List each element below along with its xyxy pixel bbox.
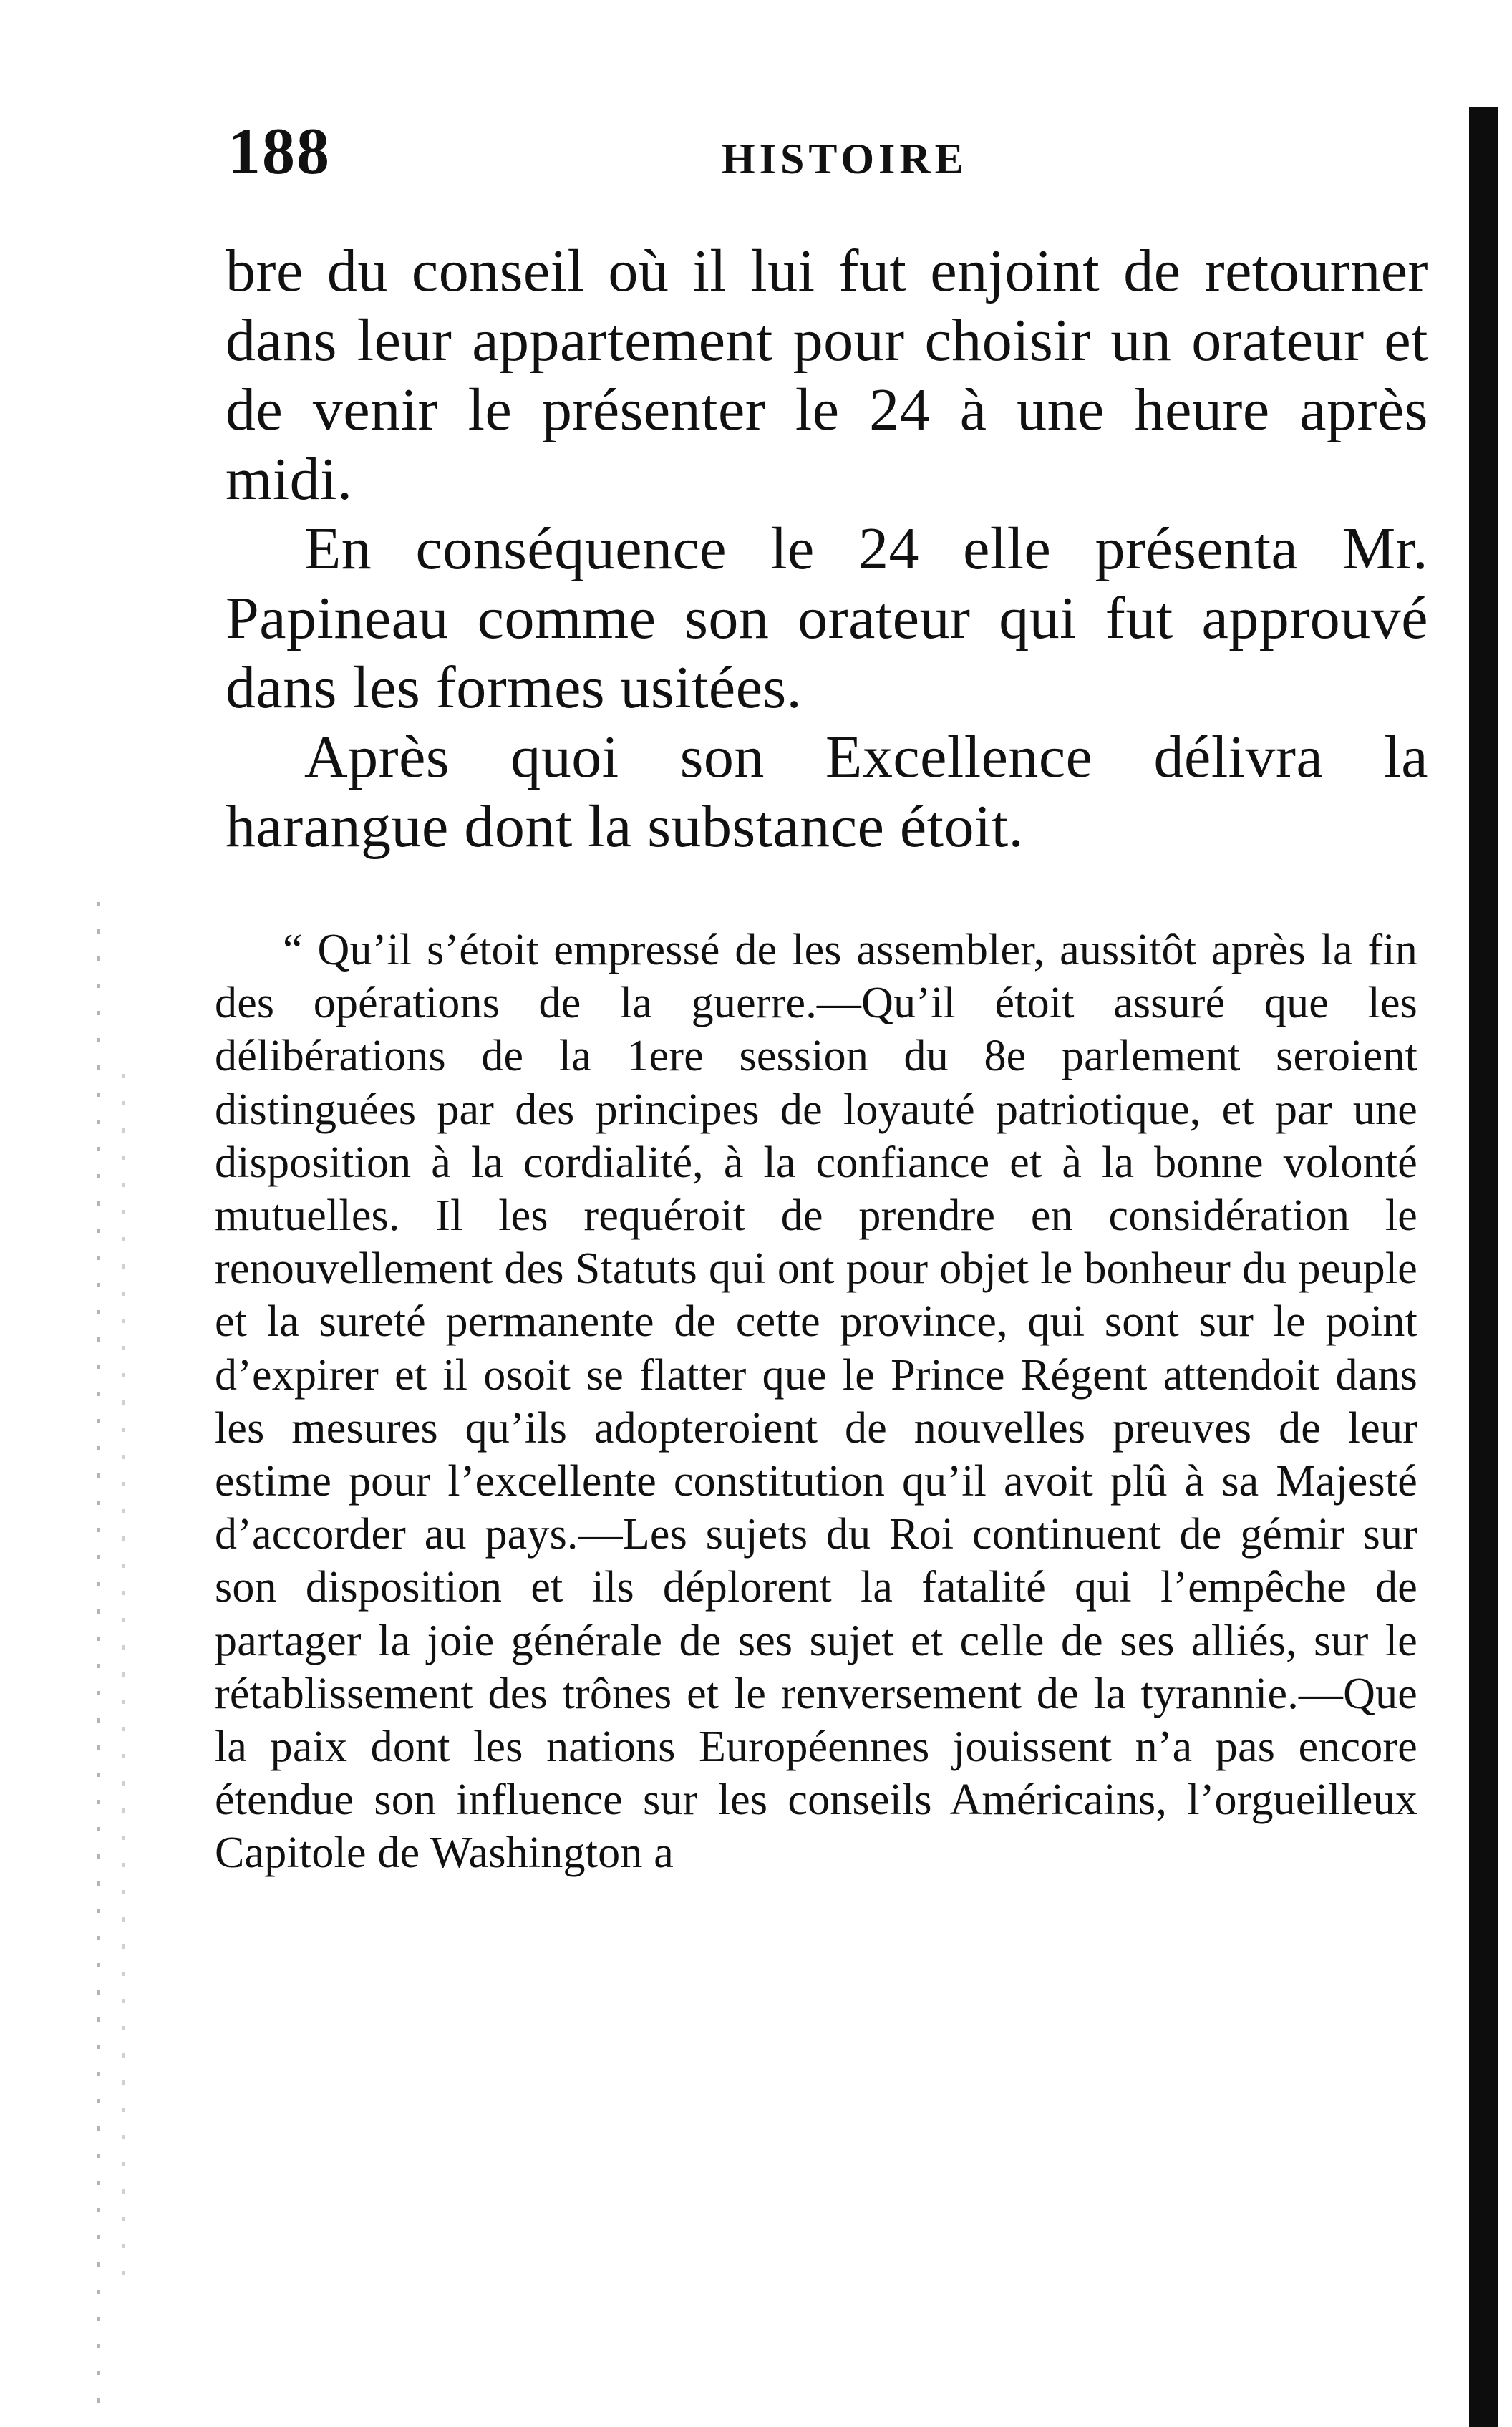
scan-margin-marks-secondary [122,1074,125,2291]
paragraph-harangue-intro: Après quoi son Excellence délivra la harangue dont la substance étoit. [226,724,1428,860]
speech-quote [215,924,1418,1880]
scan-margin-marks [97,902,100,2406]
page-header [228,113,1430,192]
page-number: 188 [228,115,331,188]
speech-quote-paragraph: “ Qu’il s’étoit empressé de les assembler, aussitôt après la fin des opérations de la guerre.—Qu’il étoit assuré que les délibérations de la 1ere session du 8e parlement seroient distinguées par des principes de loyauté patriotique, et par une disposition à la cordialité, à la confiance et à la bonne volonté mutuelles. Il les requéroit de prendre en considération le renouvellement des Statuts qui ont pour objet le bonheur du peuple et la sureté permanente de cette province, qui sont sur le point d’expirer et il osoit se flatter que le Prince Régent attendoit dans les mesures qu’ils adopteroient de nouvelles preuves de leur estime pour l’excellente constitution qu’il avoit plû à sa Majesté d’accorder au pays.—Les sujets du Roi continuent de gémir sur son disposition et ils déplorent la fatalité qui l’empêche de partager la joie générale de ses sujet et celle de ses alliés, sur le rétablissement des trônes et le renversement de la tyrannie.—Que la paix dont les nations Européennes jouissent n’a pas encore étendue son influence sur les conseils Américains, l’orgueilleux Capitole de Washington a [215,926,1418,1878]
paragraph-orateur: En conséquence le 24 elle présenta Mr. Papineau comme son orateur qui fut approuvé dans les formes usitées. [226,515,1428,721]
paragraph-continuation: bre du conseil où il lui fut enjoint de retourner dans leur appartement pour choisir un orateur et de venir le présenter le 24 à une heure après midi. [226,238,1428,513]
main-text [226,236,1428,861]
running-head: HISTOIRE [722,135,968,183]
book-spine-edge [1469,107,1498,2427]
